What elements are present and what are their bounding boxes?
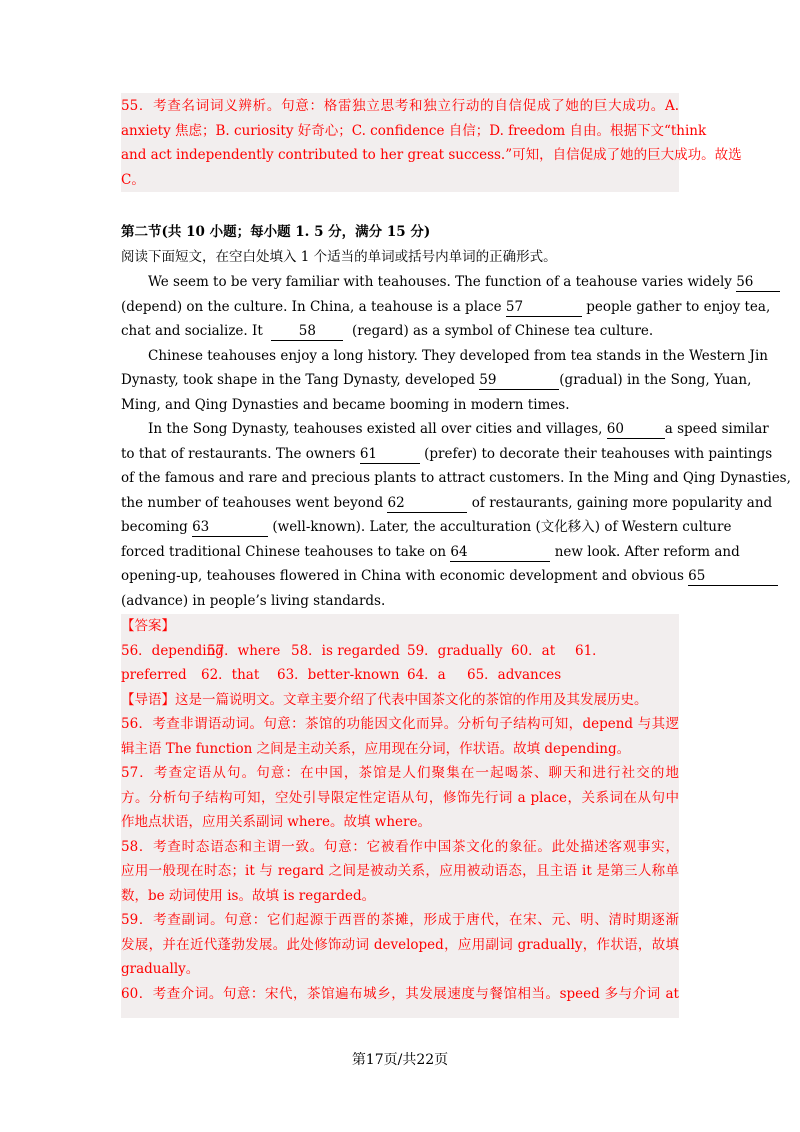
- answer-label: 【答案】: [121, 618, 175, 634]
- q55-line-3: and act independently contributed to her great success.”可知，自信促成了她的巨大成功。故选: [121, 147, 742, 163]
- passage-text: chat and socialize. It: [121, 323, 263, 339]
- answer-59: 59．gradually: [407, 642, 503, 659]
- explanation-line: gradually。: [121, 961, 200, 977]
- answer-row-1: [121, 639, 679, 664]
- answer-58: 58．is regarded: [291, 642, 401, 659]
- explanation-line: 60．考查介词。句意：宋代，茶馆遍布城乡，其发展速度与餐馆相当。speed 多与介词 at: [121, 985, 679, 1002]
- explanation-line: 应用一般现在时态；it 与 regard 之间是被动关系，应用被动语态，且主语 it 是第三人称单: [121, 863, 679, 879]
- passage-p3-line-5: [121, 515, 732, 540]
- blank-61: 61: [360, 446, 420, 464]
- q55-line-2: anxiety 焦虑；B. curiosity 好奇心；C. confidence 自信；D. freedom 自由。根据下文“think: [121, 122, 707, 139]
- passage-text: (prefer) to decorate their teahouses with paintings: [424, 445, 773, 462]
- blank-57: 57: [506, 299, 582, 317]
- passage-text: new look. After reform and: [554, 543, 740, 560]
- passage-p3-line-7: [121, 564, 706, 589]
- passage-text: becoming: [121, 519, 188, 535]
- passage-text: the number of teahouses went beyond: [121, 494, 384, 511]
- answer-57: 57．where: [207, 642, 281, 659]
- passage-p3-line-1: [121, 417, 769, 442]
- section-instruction: 阅读下面短文，在空白处填入 1 个适当的单词或括号内单词的正确形式。: [121, 249, 557, 265]
- blank-65: 65: [688, 568, 778, 586]
- blank-62: 62: [387, 495, 467, 513]
- explanation-line: 58．考查时态语态和主谓一致。句意：它被看作中国茶文化的象征。此处描述客观事实，: [121, 838, 679, 855]
- passage-p2-line-2: [121, 368, 752, 393]
- passage-p1-line-2: [121, 295, 771, 320]
- passage-p2-line-1: Chinese teahouses enjoy a long history. They developed from tea stands in the Western Jin: [148, 347, 768, 364]
- answer-56: 56．depending: [121, 642, 224, 659]
- answer-62: 62．that: [201, 667, 260, 683]
- passage-text: people gather to enjoy tea,: [586, 298, 771, 315]
- answer-61-word: preferred: [121, 667, 187, 683]
- passage-text: (well-known). Later, the acculturation (文化移入) of Western culture: [272, 519, 732, 535]
- passage-text: Dynasty, took shape in the Tang Dynasty, developed: [121, 372, 475, 388]
- answer-row-2: [121, 663, 679, 688]
- answer-61-number: 61．: [575, 642, 606, 659]
- passage-p3-line-6: [121, 540, 740, 565]
- passage-p3-line-4: [121, 491, 773, 516]
- explanation-line: 57．考查定语从句。句意：在中国，茶馆是人们聚集在一起喝茶、聊天和进行社交的地: [121, 765, 679, 781]
- passage-text: to that of restaurants. The owners: [121, 445, 356, 462]
- explanation-line: 发展，并在近代蓬勃发展。此处修饰动词 developed，应用副词 gradually，作状语，故填: [121, 936, 679, 953]
- passage-text: (regard) as a symbol of Chinese tea culture.: [351, 323, 654, 339]
- q55-line-4: C。: [121, 171, 145, 188]
- passage-text: opening-up, teahouses flowered in China with economic development and obvious: [121, 568, 684, 584]
- passage-p2-line-3: Ming, and Qing Dynasties and became booming in modern times.: [121, 396, 570, 413]
- answer-63: 63．better-known: [277, 667, 400, 683]
- section-heading: 第二节(共 10 小题；每小题 1. 5 分，满分 15 分): [121, 224, 431, 240]
- blank-64: 64: [450, 544, 550, 562]
- q55-line-1: 55．考查名词词义辨析。句意：格雷独立思考和独立行动的自信促成了她的巨大成功。A.: [121, 98, 679, 114]
- passage-text: of restaurants, gaining more popularity and: [471, 494, 773, 511]
- blank-63: 63: [192, 519, 268, 537]
- blank-58: 58: [271, 323, 343, 341]
- passage-text: (gradual) in the Song, Yuan,: [559, 372, 752, 388]
- answer-60: 60．at: [511, 642, 556, 659]
- blank-60: 60: [607, 421, 665, 439]
- passage-text: a speed similar: [664, 421, 769, 437]
- guide-text: 【导语】这是一篇说明文。文章主要介绍了代表中国茶文化的茶馆的作用及其发展历史。: [121, 691, 648, 708]
- explanation-line: 59．考查副词。句意：它们起源于西晋的茶摊，形成于唐代，在宋、元、明、清时期逐渐: [121, 912, 679, 928]
- passage-p3-line-3: of the famous and rare and precious plants to attract customers. In the Ming and Qing Dynasties,: [121, 470, 791, 486]
- answer-64: 64．a: [407, 667, 446, 683]
- blank-56: 56: [736, 274, 780, 292]
- passage-p3-line-8: (advance) in people’s living standards.: [121, 592, 386, 609]
- explanation-line: 辑主语 The function 之间是主动关系，应用现在分词，作状语。故填 depending。: [121, 740, 631, 757]
- passage-text: In the Song Dynasty, teahouses existed all over cities and villages,: [148, 421, 603, 437]
- passage-p1-line-3: [121, 319, 679, 344]
- passage-text: We seem to be very familiar with teahouses. The function of a teahouse varies widely: [148, 274, 732, 290]
- passage-p1-line-1: [121, 270, 754, 295]
- passage-text: (depend) on the culture. In China, a teahouse is a place: [121, 298, 502, 315]
- passage-p3-line-2: [121, 442, 773, 467]
- explanation-line: 数，be 动词使用 is。故填 is regarded。: [121, 887, 376, 904]
- passage-text: forced traditional Chinese teahouses to take on: [121, 543, 447, 560]
- explanation-line: 作地点状语，应用关系副词 where。故填 where。: [121, 814, 431, 830]
- explanation-line: 56．考查非谓语动词。句意：茶馆的功能因文化而异。分析句子结构可知，depend 与其逻: [121, 716, 679, 732]
- page-number: 第17页/共22页: [351, 1052, 449, 1068]
- answer-65: 65．advances: [467, 667, 562, 683]
- blank-59: 59: [479, 372, 559, 390]
- explanation-line: 方。分析句子结构可知，空处引导限定性定语从句，修饰先行词 a place，关系词在从句中: [121, 789, 679, 806]
